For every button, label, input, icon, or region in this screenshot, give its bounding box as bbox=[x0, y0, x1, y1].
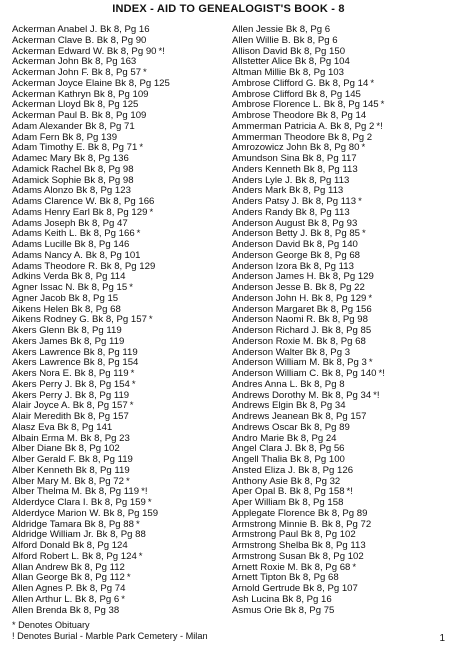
entry-mark: * bbox=[368, 293, 373, 304]
entry-text: Allen Willie B. Bk 8, Pg 6 bbox=[232, 35, 338, 46]
index-entry bbox=[232, 391, 447, 402]
entry-text: Adams Joseph Bk 8, Pg 47 bbox=[12, 218, 128, 229]
index-entry bbox=[232, 358, 447, 369]
entry-text: Aikens Helen Bk 8, Pg 68 bbox=[12, 304, 121, 315]
index-entry bbox=[12, 466, 227, 477]
entry-text: Anderson Izora Bk 8, Pg 113 bbox=[232, 261, 354, 272]
entry-text: Arnold Gertrude Bk 8, Pg 107 bbox=[232, 584, 358, 594]
entry-text: Adams Keith L. Bk 8, Pg 166 bbox=[12, 229, 135, 240]
entry-text: Ackerman John Bk 8, Pg 163 bbox=[12, 57, 137, 68]
index-entry bbox=[12, 47, 227, 58]
index-entry bbox=[232, 477, 447, 488]
index-entry bbox=[12, 283, 227, 294]
entry-text: Ackerman Joyce Elaine Bk 8, Pg 125 bbox=[12, 78, 170, 89]
index-entry bbox=[12, 229, 227, 240]
entry-text: Anders Patsy J. Bk 8, Pg 113 bbox=[232, 197, 357, 207]
entry-text: Ackerman Clave B. Bk 8, Pg 90 bbox=[12, 35, 147, 46]
index-entry bbox=[12, 337, 227, 348]
entry-mark: * bbox=[352, 562, 357, 573]
index-entry bbox=[12, 208, 227, 219]
index-entry bbox=[232, 176, 447, 187]
entry-text: Altman Millie Bk 8, Pg 103 bbox=[232, 68, 344, 78]
index-entry bbox=[232, 240, 447, 251]
entry-text: Anderson David Bk 8, Pg 140 bbox=[232, 240, 358, 250]
entry-text: Arnett Tipton Bk 8, Pg 68 bbox=[232, 573, 339, 584]
entry-text: Adamick Rachel Bk 8, Pg 98 bbox=[12, 164, 134, 175]
index-entry bbox=[232, 326, 447, 337]
entry-text: Asmus Orie Bk 8, Pg 75 bbox=[232, 605, 335, 616]
index-entry bbox=[12, 219, 227, 230]
index-entry bbox=[12, 423, 227, 434]
page-title: INDEX - AID TO GENEALOGIST'S BOOK - 8 bbox=[112, 3, 345, 15]
index-entry bbox=[232, 584, 447, 595]
index-entry bbox=[232, 47, 447, 58]
index-entry bbox=[12, 455, 227, 466]
entry-text: Adams Nancy A. Bk 8, Pg 101 bbox=[12, 250, 141, 261]
index-entry bbox=[12, 197, 227, 208]
entry-text: Anders Randy Bk 8, Pg 113 bbox=[232, 207, 350, 218]
index-entry bbox=[232, 251, 447, 262]
entry-text: Ammerman Patricia A. Bk 8, Pg 2 bbox=[232, 121, 375, 132]
entry-text: Andrews Elgin Bk 8, Pg 34 bbox=[232, 401, 346, 412]
entry-text: Adam Fern Bk 8, Pg 139 bbox=[12, 132, 118, 143]
entry-mark: * bbox=[125, 476, 130, 487]
index-entry bbox=[232, 68, 447, 79]
index-entry bbox=[12, 251, 227, 262]
entry-text: Andro Marie Bk 8, Pg 24 bbox=[232, 433, 337, 444]
index-entry bbox=[12, 154, 227, 165]
index-entry bbox=[232, 563, 447, 574]
entry-mark: * bbox=[362, 229, 366, 240]
index-entry bbox=[232, 90, 447, 101]
legend-obituary: * Denotes Obituary bbox=[12, 620, 90, 630]
entry-text: Alber Kenneth Bk 8, Pg 119 bbox=[12, 465, 130, 476]
entry-text: Anderson Walter Bk 8, Pg 3 bbox=[232, 347, 351, 358]
entry-text: Alair Joyce A. Bk 8, Pg 157 bbox=[12, 401, 128, 412]
index-entry bbox=[12, 143, 227, 154]
entry-text: Adams Alonzo Bk 8, Pg 123 bbox=[12, 186, 131, 197]
entry-text: Anders Mark Bk 8, Pg 113 bbox=[232, 186, 344, 197]
entry-mark: * bbox=[136, 229, 141, 240]
entry-text: Akers James Bk 8, Pg 119 bbox=[12, 336, 125, 347]
entry-mark: * bbox=[149, 207, 154, 218]
entry-text: Allen Agnes P. Bk 8, Pg 74 bbox=[12, 584, 126, 594]
index-entry bbox=[12, 520, 227, 531]
entry-text: Adams Clarence W. Bk 8, Pg 166 bbox=[12, 197, 155, 207]
entry-text: Andrews Dorothy M. Bk 8, Pg 34 bbox=[232, 390, 372, 401]
index-entry bbox=[12, 444, 227, 455]
entry-mark: *! bbox=[346, 487, 353, 498]
entry-text: Anders Lyle J. Bk 8, Pg 113 bbox=[232, 175, 350, 186]
index-entry bbox=[12, 412, 227, 423]
entry-text: Anthony Asie Bk 8, Pg 32 bbox=[232, 476, 341, 487]
entry-text: Aikens Rodney G. Bk 8, Pg 157 bbox=[12, 315, 147, 326]
entry-text: Anderson Jesse B. Bk 8, Pg 22 bbox=[232, 283, 365, 293]
entry-text: Ackerman Anabel J. Bk 8, Pg 16 bbox=[12, 25, 150, 35]
entry-text: Ammerman Theodore Bk 8, Pg 2 bbox=[232, 132, 373, 143]
entry-text: Alber Gerald F. Bk 8, Pg 119 bbox=[12, 455, 133, 465]
index-entry bbox=[12, 606, 227, 617]
index-entry bbox=[12, 326, 227, 337]
entry-text: Ackerman Edward W. Bk 8, Pg 90 bbox=[12, 46, 157, 57]
entry-mark: * bbox=[370, 78, 375, 89]
index-entry bbox=[12, 541, 227, 552]
entry-text: Aper William Bk 8, Pg 158 bbox=[232, 498, 344, 508]
entry-text: Akers Glenn Bk 8, Pg 119 bbox=[12, 326, 122, 336]
entry-text: Ambrose Theodore Bk 8, Pg 14 bbox=[232, 111, 367, 121]
entry-text: Andrews Oscar Bk 8, Pg 89 bbox=[232, 422, 350, 433]
entry-text: Applegate Florence Bk 8, Pg 89 bbox=[232, 508, 368, 519]
entry-text: Allen Jessie Bk 8, Pg 6 bbox=[232, 25, 331, 35]
index-entry bbox=[232, 36, 447, 47]
index-entry bbox=[12, 68, 227, 79]
entry-mark: * bbox=[131, 379, 136, 390]
entry-text: Andres Anna L. Bk 8, Pg 8 bbox=[232, 379, 345, 390]
entry-mark: * bbox=[148, 315, 153, 326]
index-entry bbox=[12, 380, 227, 391]
index-entry bbox=[232, 186, 447, 197]
index-entry bbox=[232, 348, 447, 359]
entry-mark: * bbox=[129, 283, 133, 293]
index-entry bbox=[12, 186, 227, 197]
entry-mark: *! bbox=[378, 369, 385, 379]
index-entry bbox=[12, 584, 227, 595]
index-entry bbox=[232, 272, 447, 283]
entry-text: Ackerman John F. Bk 8, Pg 57 bbox=[12, 68, 142, 78]
entry-text: Armstrong Susan Bk 8, Pg 102 bbox=[232, 551, 364, 562]
entry-text: Adams Henry Earl Bk 8, Pg 129 bbox=[12, 207, 148, 218]
entry-text: Alford Donald Bk 8, Pg 124 bbox=[12, 541, 128, 551]
entry-text: Andrews Jeanean Bk 8, Pg 157 bbox=[232, 412, 367, 422]
legend bbox=[12, 620, 208, 642]
index-entry bbox=[232, 487, 447, 498]
entry-text: Adams Lucille Bk 8, Pg 146 bbox=[12, 240, 130, 250]
index-entry bbox=[12, 358, 227, 369]
entry-mark: * bbox=[361, 143, 366, 154]
entry-mark: * bbox=[130, 369, 135, 379]
entry-text: Alber Mary M. Bk 8, Pg 72 bbox=[12, 476, 124, 487]
entry-text: Anderson William M. Bk 8, Pg 3 bbox=[232, 358, 367, 369]
index-column-right bbox=[232, 25, 447, 616]
index-entry bbox=[12, 165, 227, 176]
index-entry bbox=[232, 573, 447, 584]
entry-text: Anderson Richard J. Bk 8, Pg 85 bbox=[232, 326, 372, 336]
entry-text: Anders Kenneth Bk 8, Pg 113 bbox=[232, 164, 358, 175]
index-entry bbox=[232, 369, 447, 380]
entry-text: Allen Brenda Bk 8, Pg 38 bbox=[12, 605, 120, 616]
entry-text: Ackerman Paul B. Bk 8, Pg 109 bbox=[12, 111, 147, 121]
index-entry bbox=[232, 283, 447, 294]
index-entry bbox=[12, 305, 227, 316]
index-entry bbox=[232, 423, 447, 434]
entry-text: Allan George Bk 8, Pg 112 bbox=[12, 573, 125, 584]
index-entry bbox=[12, 90, 227, 101]
index-entry bbox=[232, 100, 447, 111]
entry-text: Ansted Eliza J. Bk 8, Pg 126 bbox=[232, 465, 354, 476]
entry-text: Albain Erma M. Bk 8, Pg 23 bbox=[12, 433, 130, 444]
index-entry bbox=[12, 530, 227, 541]
entry-mark: * bbox=[147, 498, 152, 508]
entry-mark: * bbox=[121, 594, 125, 605]
index-entry bbox=[232, 57, 447, 68]
entry-text: Anderson William C. Bk 8, Pg 140 bbox=[232, 369, 377, 379]
index-entry bbox=[232, 541, 447, 552]
index-entry bbox=[232, 412, 447, 423]
entry-text: Alber Thelma M. Bk 8, Pg 119 bbox=[12, 487, 140, 498]
index-entry bbox=[12, 391, 227, 402]
entry-text: Adam Alexander Bk 8, Pg 71 bbox=[12, 121, 135, 132]
entry-text: Arnett Roxie M. Bk 8, Pg 68 bbox=[232, 562, 351, 573]
entry-mark: * bbox=[138, 551, 143, 562]
index-entry bbox=[12, 487, 227, 498]
index-entry bbox=[232, 219, 447, 230]
entry-text: Adkins Verda Bk 8, Pg 114 bbox=[12, 272, 126, 283]
index-entry bbox=[232, 315, 447, 326]
index-entry bbox=[12, 573, 227, 584]
entry-text: Armstrong Shelba Bk 8, Pg 113 bbox=[232, 541, 366, 551]
index-entry bbox=[232, 520, 447, 531]
index-entry bbox=[232, 530, 447, 541]
index-entry bbox=[232, 305, 447, 316]
index-entry bbox=[232, 143, 447, 154]
entry-mark: * bbox=[139, 143, 144, 154]
index-entry bbox=[232, 401, 447, 412]
index-entry bbox=[12, 176, 227, 187]
entry-text: Akers Lawrence Bk 8, Pg 154 bbox=[12, 358, 139, 369]
page-number: 1 bbox=[439, 633, 445, 644]
index-entry bbox=[12, 369, 227, 380]
index-entry bbox=[232, 111, 447, 122]
index-entry bbox=[232, 154, 447, 165]
index-entry bbox=[12, 434, 227, 445]
index-entry bbox=[232, 197, 447, 208]
entry-text: Allison David Bk 8, Pg 150 bbox=[232, 46, 346, 57]
index-entry bbox=[232, 25, 447, 36]
index-entry bbox=[232, 498, 447, 509]
index-entry bbox=[12, 133, 227, 144]
entry-text: Ash Lucina Bk 8, Pg 16 bbox=[232, 594, 332, 605]
entry-text: Alber Diane Bk 8, Pg 102 bbox=[12, 444, 120, 455]
index-entry bbox=[232, 79, 447, 90]
entry-text: Akers Lawrence Bk 8, Pg 119 bbox=[12, 347, 138, 358]
entry-mark: * bbox=[129, 401, 134, 412]
index-entry bbox=[12, 100, 227, 111]
index-entry bbox=[232, 208, 447, 219]
entry-text: Aper Opal B. Bk 8, Pg 158 bbox=[232, 487, 345, 498]
entry-text: Agner Jacob Bk 8, Pg 15 bbox=[12, 293, 119, 304]
index-entry bbox=[12, 36, 227, 47]
entry-text: Ambrose Clifford Bk 8, Pg 145 bbox=[232, 89, 361, 100]
index-column-left bbox=[12, 25, 227, 616]
entry-mark: * bbox=[135, 519, 140, 530]
index-entry bbox=[12, 315, 227, 326]
index-entry bbox=[12, 122, 227, 133]
entry-text: Aldridge William Jr. Bk 8, Pg 88 bbox=[12, 530, 146, 541]
entry-text: Angell Thalia Bk 8, Pg 100 bbox=[232, 455, 345, 465]
entry-text: Anderson Betty J. Bk 8, Pg 85 bbox=[232, 229, 360, 240]
entry-text: Anderson James H. Bk 8, Pg 129 bbox=[232, 272, 374, 283]
entry-text: Adam Timothy E. Bk 8, Pg 71 bbox=[12, 143, 138, 154]
entry-text: Ackerman Kathryn Bk 8, Pg 109 bbox=[12, 89, 149, 100]
entry-text: Anderson Naomi R. Bk 8, Pg 98 bbox=[232, 315, 368, 326]
index-entry bbox=[12, 563, 227, 574]
entry-text: Akers Nora E. Bk 8, Pg 119 bbox=[12, 369, 129, 379]
index-entry bbox=[12, 79, 227, 90]
index-entry bbox=[232, 466, 447, 477]
entry-mark: *! bbox=[141, 487, 148, 498]
entry-text: Anderson John H. Bk 8, Pg 129 bbox=[232, 293, 367, 304]
entry-text: Amrozowicz John Bk 8, Pg 80 bbox=[232, 143, 360, 154]
index-entry bbox=[232, 133, 447, 144]
legend-burial: ! Denotes Burial - Marble Park Cemetery - Milan bbox=[12, 631, 208, 641]
index-entry bbox=[232, 380, 447, 391]
entry-text: Amundson Sina Bk 8, Pg 117 bbox=[232, 154, 357, 164]
entry-text: Alair Meredith Bk 8, Pg 157 bbox=[12, 412, 129, 422]
entry-text: Alderdyce Clara I. Bk 8, Pg 159 bbox=[12, 498, 146, 508]
index-entry bbox=[232, 294, 447, 305]
entry-text: Alford Robert L. Bk 8, Pg 124 bbox=[12, 551, 137, 562]
entry-mark: *! bbox=[158, 46, 165, 57]
entry-text: Adamick Sophie Bk 8, Pg 98 bbox=[12, 175, 134, 186]
entry-text: Anderson Margaret Bk 8, Pg 156 bbox=[232, 304, 372, 315]
entry-text: Alderdyce Marion W. Bk 8, Pg 159 bbox=[12, 508, 159, 519]
index-entry bbox=[232, 509, 447, 520]
entry-text: Adams Theodore R. Bk 8, Pg 129 bbox=[12, 261, 156, 272]
index-entry bbox=[232, 606, 447, 617]
entry-text: Ambrose Florence L. Bk 8, Pg 145 bbox=[232, 100, 379, 111]
entry-text: Allen Arthur L. Bk 8, Pg 6 bbox=[12, 594, 120, 605]
entry-mark: * bbox=[358, 197, 362, 207]
entry-text: Anderson Roxie M. Bk 8, Pg 68 bbox=[232, 336, 366, 347]
entry-text: Armstrong Minnie B. Bk 8, Pg 72 bbox=[232, 519, 372, 530]
index-entry bbox=[12, 509, 227, 520]
index-entry bbox=[12, 477, 227, 488]
index-entry bbox=[12, 348, 227, 359]
index-entry bbox=[232, 552, 447, 563]
index-entry bbox=[232, 455, 447, 466]
index-entry bbox=[232, 262, 447, 273]
entry-mark: * bbox=[126, 573, 131, 584]
entry-mark: * bbox=[368, 358, 373, 369]
entry-text: Akers Perry J. Bk 8, Pg 154 bbox=[12, 379, 130, 390]
index-entry bbox=[12, 498, 227, 509]
index-entry bbox=[12, 111, 227, 122]
index-entry bbox=[232, 595, 447, 606]
index-entry bbox=[12, 25, 227, 36]
index-entry bbox=[12, 595, 227, 606]
entry-text: Armstrong Paul Bk 8, Pg 102 bbox=[232, 530, 356, 541]
entry-text: Allstetter Alice Bk 8, Pg 104 bbox=[232, 57, 350, 68]
index-entry bbox=[12, 240, 227, 251]
index-entry bbox=[12, 294, 227, 305]
index-entry bbox=[12, 262, 227, 273]
entry-mark: * bbox=[143, 68, 147, 78]
entry-text: Allan Andrew Bk 8, Pg 112 bbox=[12, 562, 125, 573]
index-entry bbox=[232, 434, 447, 445]
entry-text: Aldridge Tamara Bk 8, Pg 88 bbox=[12, 519, 134, 530]
entry-mark: * bbox=[380, 100, 385, 111]
entry-text: Akers Perry J. Bk 8, Pg 119 bbox=[12, 390, 130, 401]
index-entry bbox=[12, 552, 227, 563]
entry-text: Anderson George Bk 8, Pg 68 bbox=[232, 250, 360, 261]
index-entry bbox=[12, 272, 227, 283]
entry-mark: *! bbox=[373, 390, 380, 401]
index-entry bbox=[12, 57, 227, 68]
index-entry bbox=[232, 229, 447, 240]
entry-text: Angel Clara J. Bk 8, Pg 56 bbox=[232, 444, 345, 455]
entry-text: Alasz Eva Bk 8, Pg 141 bbox=[12, 422, 113, 433]
entry-text: Ackerman Lloyd Bk 8, Pg 125 bbox=[12, 100, 139, 111]
entry-text: Adamec Mary Bk 8, Pg 136 bbox=[12, 154, 129, 164]
entry-mark: *! bbox=[376, 121, 383, 132]
entry-text: Anderson August Bk 8, Pg 93 bbox=[232, 218, 358, 229]
index-entry bbox=[232, 165, 447, 176]
index-entry bbox=[232, 122, 447, 133]
index-entry bbox=[232, 444, 447, 455]
entry-text: Ambrose Clifford G. Bk 8, Pg 14 bbox=[232, 78, 369, 89]
index-entry bbox=[12, 401, 227, 412]
index-entry bbox=[232, 337, 447, 348]
entry-text: Agner Issac N. Bk 8, Pg 15 bbox=[12, 283, 128, 293]
